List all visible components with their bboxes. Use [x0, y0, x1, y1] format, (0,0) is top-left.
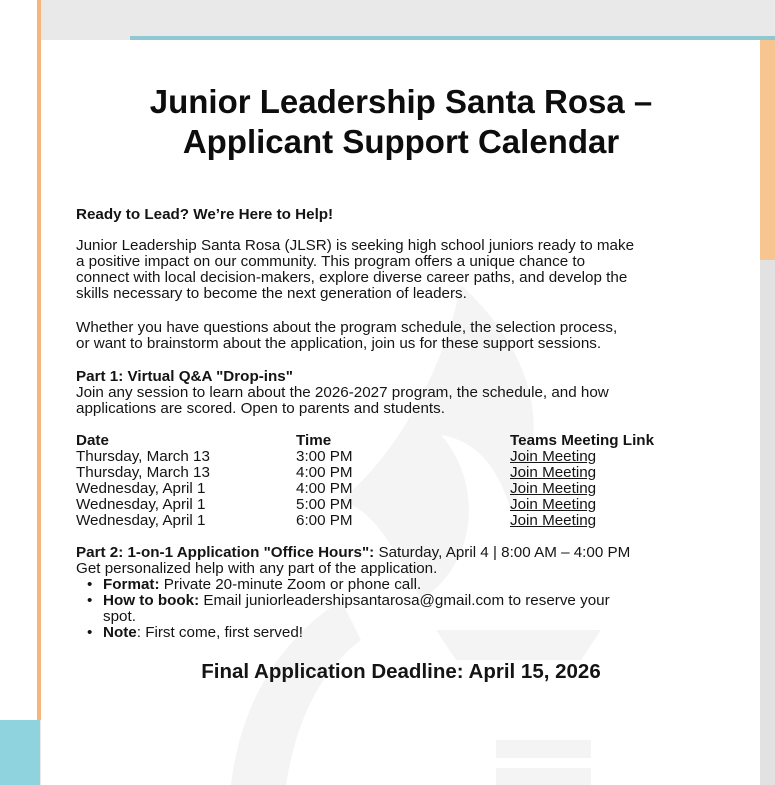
session-date: Wednesday, April 1	[76, 496, 206, 513]
col-date-header: Date	[76, 432, 109, 449]
intro-para1-line1: Junior Leadership Santa Rosa (JLSR) is seeking high school juniors ready to make	[76, 237, 635, 254]
join-meeting-link[interactable]: Join Meeting	[510, 448, 597, 465]
part1-desc-line2: applications are scored. Open to parents and students.	[76, 400, 445, 417]
list-item	[76, 577, 716, 593]
join-meeting-link[interactable]: Join Meeting	[510, 496, 597, 513]
intro-para1-line4: skills necessary to become the next generation of leaders.	[76, 285, 467, 302]
table-row	[76, 465, 726, 481]
intro-para2-line1: Whether you have questions about the program schedule, the selection process,	[76, 319, 618, 336]
bullet-icon: •	[87, 624, 93, 641]
intro-heading: Ready to Lead? We’re Here to Help!	[76, 206, 334, 223]
bullet-label: How to book:	[103, 592, 200, 609]
part2-desc: Get personalized help with any part of the application.	[76, 560, 438, 577]
table-row	[76, 481, 726, 497]
session-time: 4:00 PM	[296, 464, 353, 481]
join-meeting-link[interactable]: Join Meeting	[510, 512, 597, 529]
bullet-text: : First come, first served!	[136, 624, 303, 641]
session-time: 3:00 PM	[296, 448, 353, 465]
join-meeting-link[interactable]: Join Meeting	[510, 480, 597, 497]
bullet-icon: •	[87, 592, 93, 609]
part2-heading-line	[76, 545, 630, 561]
bottom-left-teal-block	[0, 720, 40, 785]
right-orange-block	[760, 40, 775, 260]
col-time-header: Time	[296, 432, 332, 449]
part1-desc-line1: Join any session to learn about the 2026-2027 program, the schedule, and how	[76, 384, 609, 401]
part2-heading: Part 2: 1-on-1 Application "Office Hours":	[76, 544, 375, 561]
bullet-text: Email juniorleadershipsantarosa@gmail.com to reserve your	[199, 592, 610, 609]
table-row	[76, 513, 726, 529]
bullet-icon: •	[87, 576, 93, 593]
table-row	[76, 449, 726, 465]
final-deadline: Final Application Deadline: April 15, 2026	[201, 660, 601, 683]
table-row	[76, 497, 726, 513]
intro-para1-line3: connect with local decision-makers, explore diverse career paths, and develop the	[76, 269, 628, 286]
bullet-label: Format:	[103, 576, 160, 593]
page-title	[56, 82, 746, 162]
list-item	[76, 625, 716, 641]
bullet-label: Note	[103, 624, 137, 641]
sessions-table-header	[76, 433, 726, 449]
intro-para1-line2: a positive impact on our community. This program offers a unique chance to	[76, 253, 586, 270]
part2-bullet-list	[76, 577, 716, 641]
session-date: Thursday, March 13	[76, 448, 210, 465]
session-time: 4:00 PM	[296, 480, 353, 497]
col-link-header: Teams Meeting Link	[510, 432, 655, 449]
flyer-page	[41, 40, 760, 785]
part1-heading: Part 1: Virtual Q&A "Drop-ins"	[76, 368, 293, 385]
right-gray-block	[760, 260, 775, 785]
part2-when: Saturday, April 4 | 8:00 AM – 4:00 PM	[374, 544, 631, 561]
bullet-text: Private 20-minute Zoom or phone call.	[159, 576, 422, 593]
join-meeting-link[interactable]: Join Meeting	[510, 464, 597, 481]
session-date: Wednesday, April 1	[76, 512, 206, 529]
intro-para2-line2: or want to brainstorm about the application, join us for these support sessions.	[76, 335, 602, 352]
session-time: 5:00 PM	[296, 496, 353, 513]
title-line-2: Applicant Support Calendar	[182, 123, 620, 160]
session-time: 6:00 PM	[296, 512, 353, 529]
title-line-1: Junior Leadership Santa Rosa –	[149, 83, 653, 120]
bullet-text-continued: spot.	[103, 608, 136, 625]
left-margin	[0, 0, 37, 720]
list-item	[76, 593, 716, 625]
session-date: Thursday, March 13	[76, 464, 210, 481]
session-date: Wednesday, April 1	[76, 480, 206, 497]
